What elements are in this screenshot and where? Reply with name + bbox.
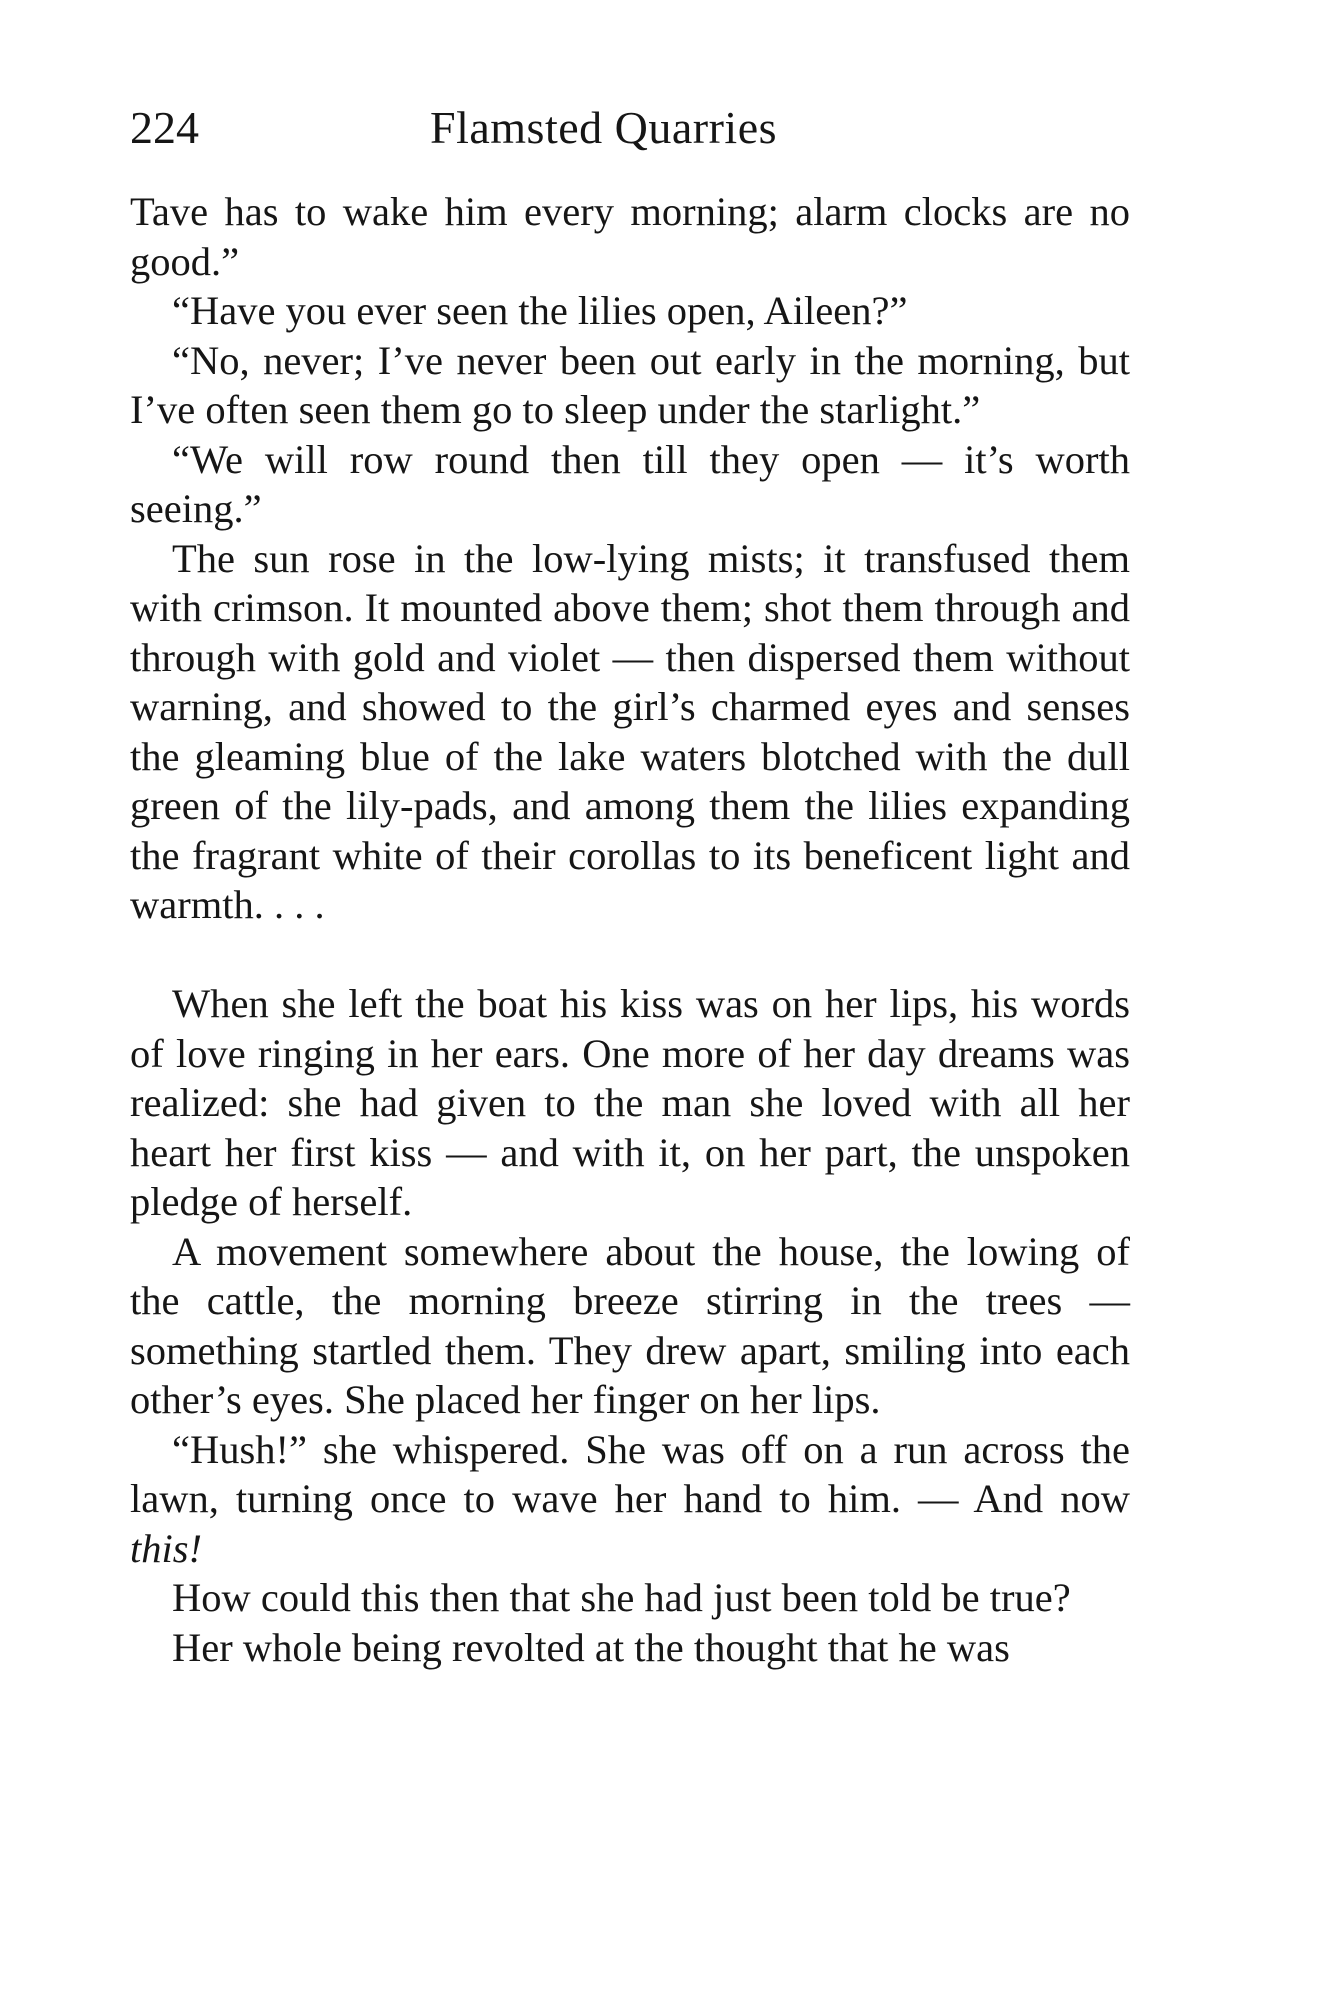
paragraph: The sun rose in the low-lying mists; it transfused them with crimson. It mounted above them; shot them through and through with gold and violet — then dispersed them without warning, and showed to the girl’s charmed eyes and senses the gleaming blue of the lake waters blotched with the dull green of the lily-pads, and among them the lilies expanding the fragrant white of their corollas to its beneficent light and warmth. . . .	[130, 535, 1130, 927]
paragraph-text: “Hush!” she whispered. She was off on a run across the lawn, turning once to wave her hand to him. —	[130, 1426, 1130, 1521]
paragraph: Tave has to wake him every morning; alarm clocks are no good.”	[130, 189, 1130, 284]
paragraph: “We will row round then till they open — it’s worth seeing.”	[130, 436, 1130, 531]
running-title: Flamsted Quarries	[430, 102, 778, 153]
body-text	[130, 187, 1130, 1672]
paragraph	[130, 1425, 1130, 1574]
section-break	[130, 930, 1130, 980]
paragraph: How could this then that she had just been told be true?	[172, 1575, 1071, 1620]
paragraph-continuation: And now	[973, 1476, 1130, 1521]
paragraph: A movement somewhere about the house, the lowing of the cattle, the morning breeze stirring in the trees — something startled them. They drew apart, smiling into each other’s eyes. She placed her finger on her lips.	[130, 1228, 1130, 1422]
paragraph: Her whole being revolted at the thought that he was	[172, 1624, 1010, 1670]
page-number: 224	[130, 102, 199, 153]
page-header	[130, 98, 1130, 158]
emphasis-text: this!	[130, 1525, 203, 1571]
paragraph: “No, never; I’ve never been out early in the morning, but I’ve often seen them go to sleep under the starlight.”	[130, 337, 1130, 432]
paragraph: “Have you ever seen the lilies open, Aileen?”	[172, 288, 908, 333]
paragraph: When she left the boat his kiss was on her lips, his words of love ringing in her ears. One more of her day dreams was realized: she had given to the man she loved with all her heart her first kiss — and with it, on her part, the unspoken pledge of herself.	[130, 981, 1130, 1224]
